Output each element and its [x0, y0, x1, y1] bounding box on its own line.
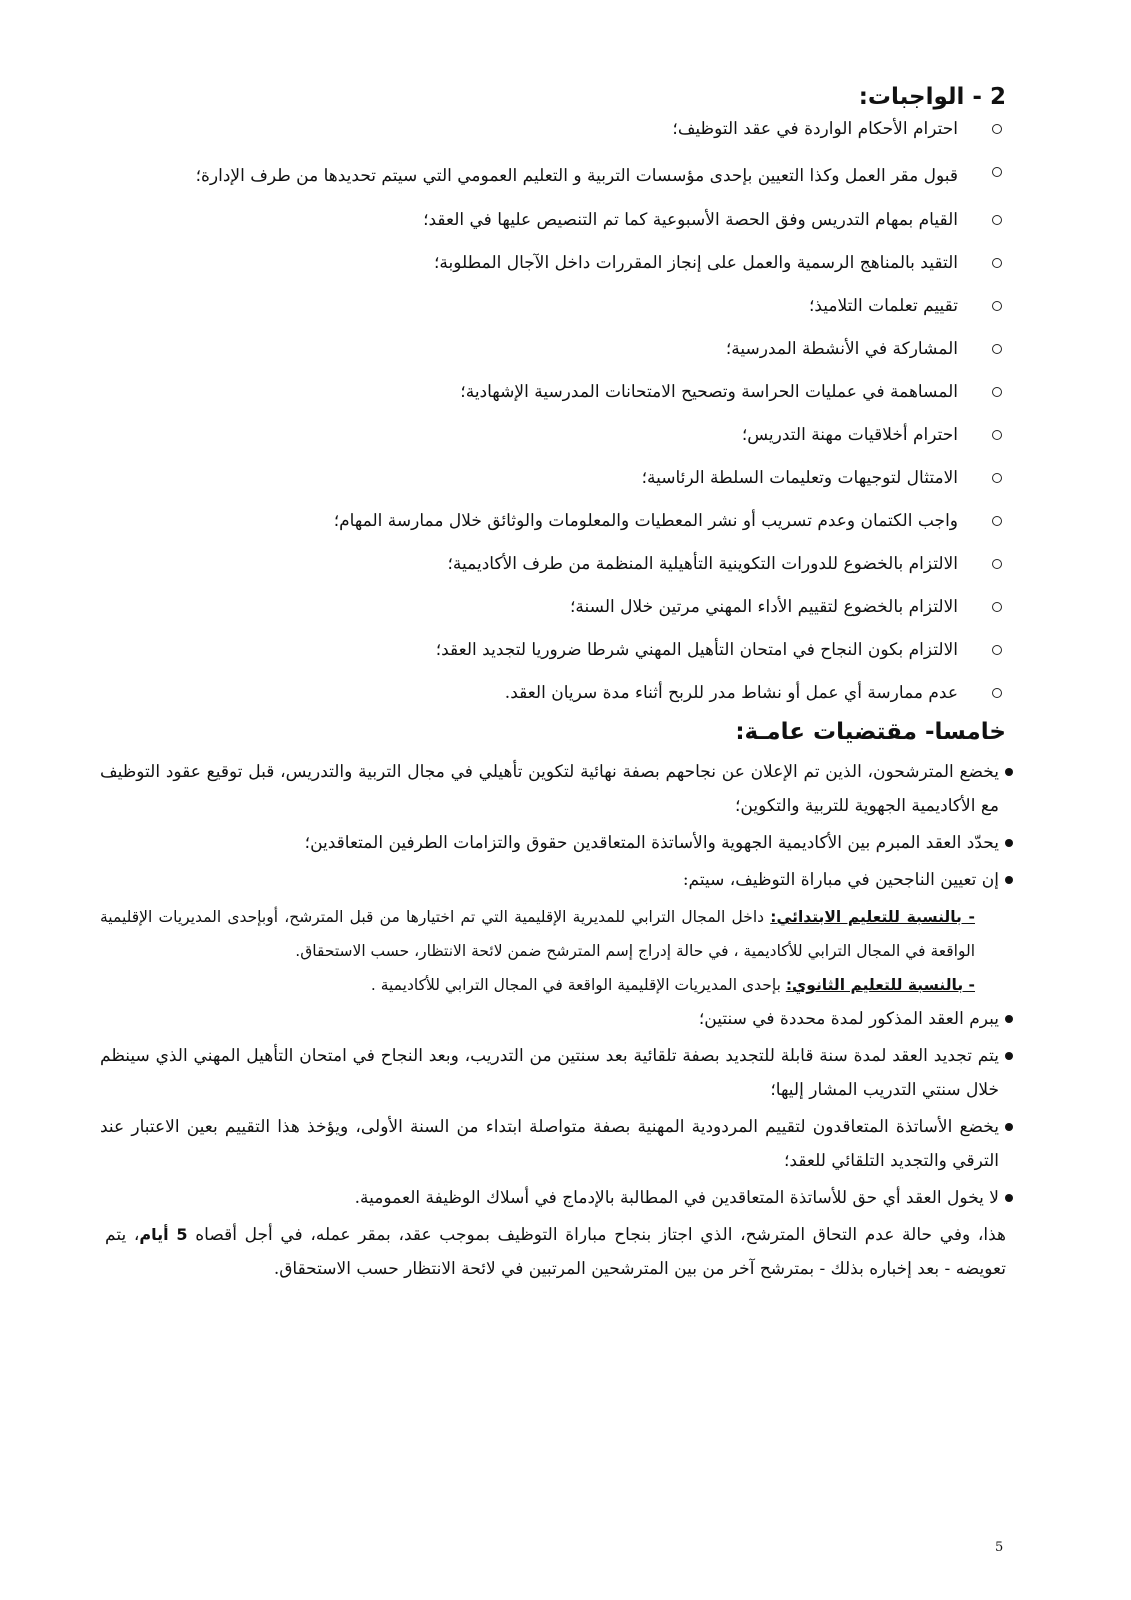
general-provisions-list: [100, 755, 1013, 1215]
primary-education-text: داخل المجال الترابي للمديرية الإقليمية التي تم اختيارها من قبل المترشح، أوبإحدى المديريات الإقليمية الواقعة في المجال الترابي للأكاديمية ، في حالة إدراج إسم المترشح ضمن لائحة الانتظار، حسب الاستحقاق.: [100, 908, 975, 960]
duty-item: تقييم تعلمات التلاميذ؛: [105, 289, 958, 323]
duty-item: المشاركة في الأنشطة المدرسية؛: [105, 332, 958, 366]
provision-item: يبرم العقد المذكور لمدة محددة في سنتين؛: [100, 1002, 1013, 1036]
closing-text-before: هذا، وفي حالة عدم التحاق المترشح، الذي اجتاز بنجاح مباراة التوظيف بموجب عقد، بمقر عمله، في أجل أقصاه: [187, 1225, 1006, 1245]
duty-item: التقيد بالمناهج الرسمية والعمل على إنجاز المقررات داخل الآجال المطلوبة؛: [105, 246, 958, 280]
duties-list: [105, 112, 1006, 710]
secondary-education-text: بإحدى المديريات الإقليمية الواقعة في المجال الترابي للأكاديمية .: [370, 976, 786, 994]
duty-item: واجب الكتمان وعدم تسريب أو نشر المعطيات والمعلومات والوثائق خلال ممارسة المهام؛: [105, 504, 958, 538]
duty-item: المساهمة في عمليات الحراسة وتصحيح الامتحانات المدرسية الإشهادية؛: [105, 375, 958, 409]
duty-item: احترام الأحكام الواردة في عقد التوظيف؛: [105, 112, 958, 146]
provision-item: لا يخول العقد أي حق للأساتذة المتعاقدين في المطالبة بالإدماج في أسلاك الوظيفة العمومية.: [100, 1181, 1013, 1215]
provision-item: يخضع المترشحون، الذين تم الإعلان عن نجاحهم بصفة نهائية لتكوين تأهيلي في مجال التربية والتدريس، قبل توقيع عقود التوظيف مع الأكاديمية الجهوية للتربية والتكوين؛: [100, 755, 1013, 823]
provision-item: إن تعيين الناجحين في مباراة التوظيف، سيتم:: [100, 863, 1013, 897]
duty-item: القيام بمهام التدريس وفق الحصة الأسبوعية كما تم التنصيص عليها في العقد؛: [105, 203, 958, 237]
closing-paragraph: [105, 1218, 1006, 1286]
primary-education-assignment: [100, 900, 1013, 968]
duties-heading: 2 - الواجبات:: [858, 84, 1006, 110]
closing-days-bold: 5 أيام: [139, 1225, 188, 1244]
duty-item: الامتثال لتوجيهات وتعليمات السلطة الرئاسية؛: [105, 461, 958, 495]
general-provisions-heading: خامسا- مقتضيات عامـة:: [735, 719, 1006, 745]
duty-item: الالتزام بالخضوع للدورات التكوينية التأهيلية المنظمة من طرف الأكاديمية؛: [105, 547, 958, 581]
provision-item: يحدّد العقد المبرم بين الأكاديمية الجهوية والأساتذة المتعاقدين حقوق والتزامات الطرفين المتعاقدين؛: [100, 826, 1013, 860]
secondary-education-label: - بالنسبة للتعليم الثانوي:: [785, 976, 975, 994]
provision-item: يتم تجديد العقد لمدة سنة قابلة للتجديد بصفة تلقائية بعد سنتين من التدريب، وبعد النجاح في امتحان التأهيل المهني الذي سينظم خلال سنتي التدريب المشار إليها؛: [100, 1039, 1013, 1107]
duty-item: الالتزام بالخضوع لتقييم الأداء المهني مرتين خلال السنة؛: [105, 590, 958, 624]
duty-item: قبول مقر العمل وكذا التعيين بإحدى مؤسسات التربية و التعليم العمومي التي سيتم تحديدها من طرف الإدارة؛: [105, 155, 958, 198]
duty-item: الالتزام بكون النجاح في امتحان التأهيل المهني شرطا ضروريا لتجديد العقد؛: [105, 633, 958, 667]
closing-text-after: ، يتم تعويضه - بعد إخباره بذلك - بمترشح آخر من بين المترشحين المرتبين في لائحة الانتظار حسب الاستحقاق.: [105, 1225, 1006, 1279]
duty-item: عدم ممارسة أي عمل أو نشاط مدر للربح أثناء مدة سريان العقد.: [105, 676, 958, 710]
secondary-education-assignment: [100, 968, 1013, 1002]
duty-item: احترام أخلاقيات مهنة التدريس؛: [105, 418, 958, 452]
primary-education-label: - بالنسبة للتعليم الابتدائي:: [770, 908, 975, 926]
provision-item: يخضع الأساتذة المتعاقدون لتقييم المردودية المهنية بصفة متواصلة ابتداء من السنة الأولى، ويؤخذ هذا التقييم بعين الاعتبار عند الترقي والتجديد التلقائي للعقد؛: [100, 1110, 1013, 1178]
page-content: [100, 84, 1006, 1286]
page-number: 5: [995, 1540, 1004, 1555]
